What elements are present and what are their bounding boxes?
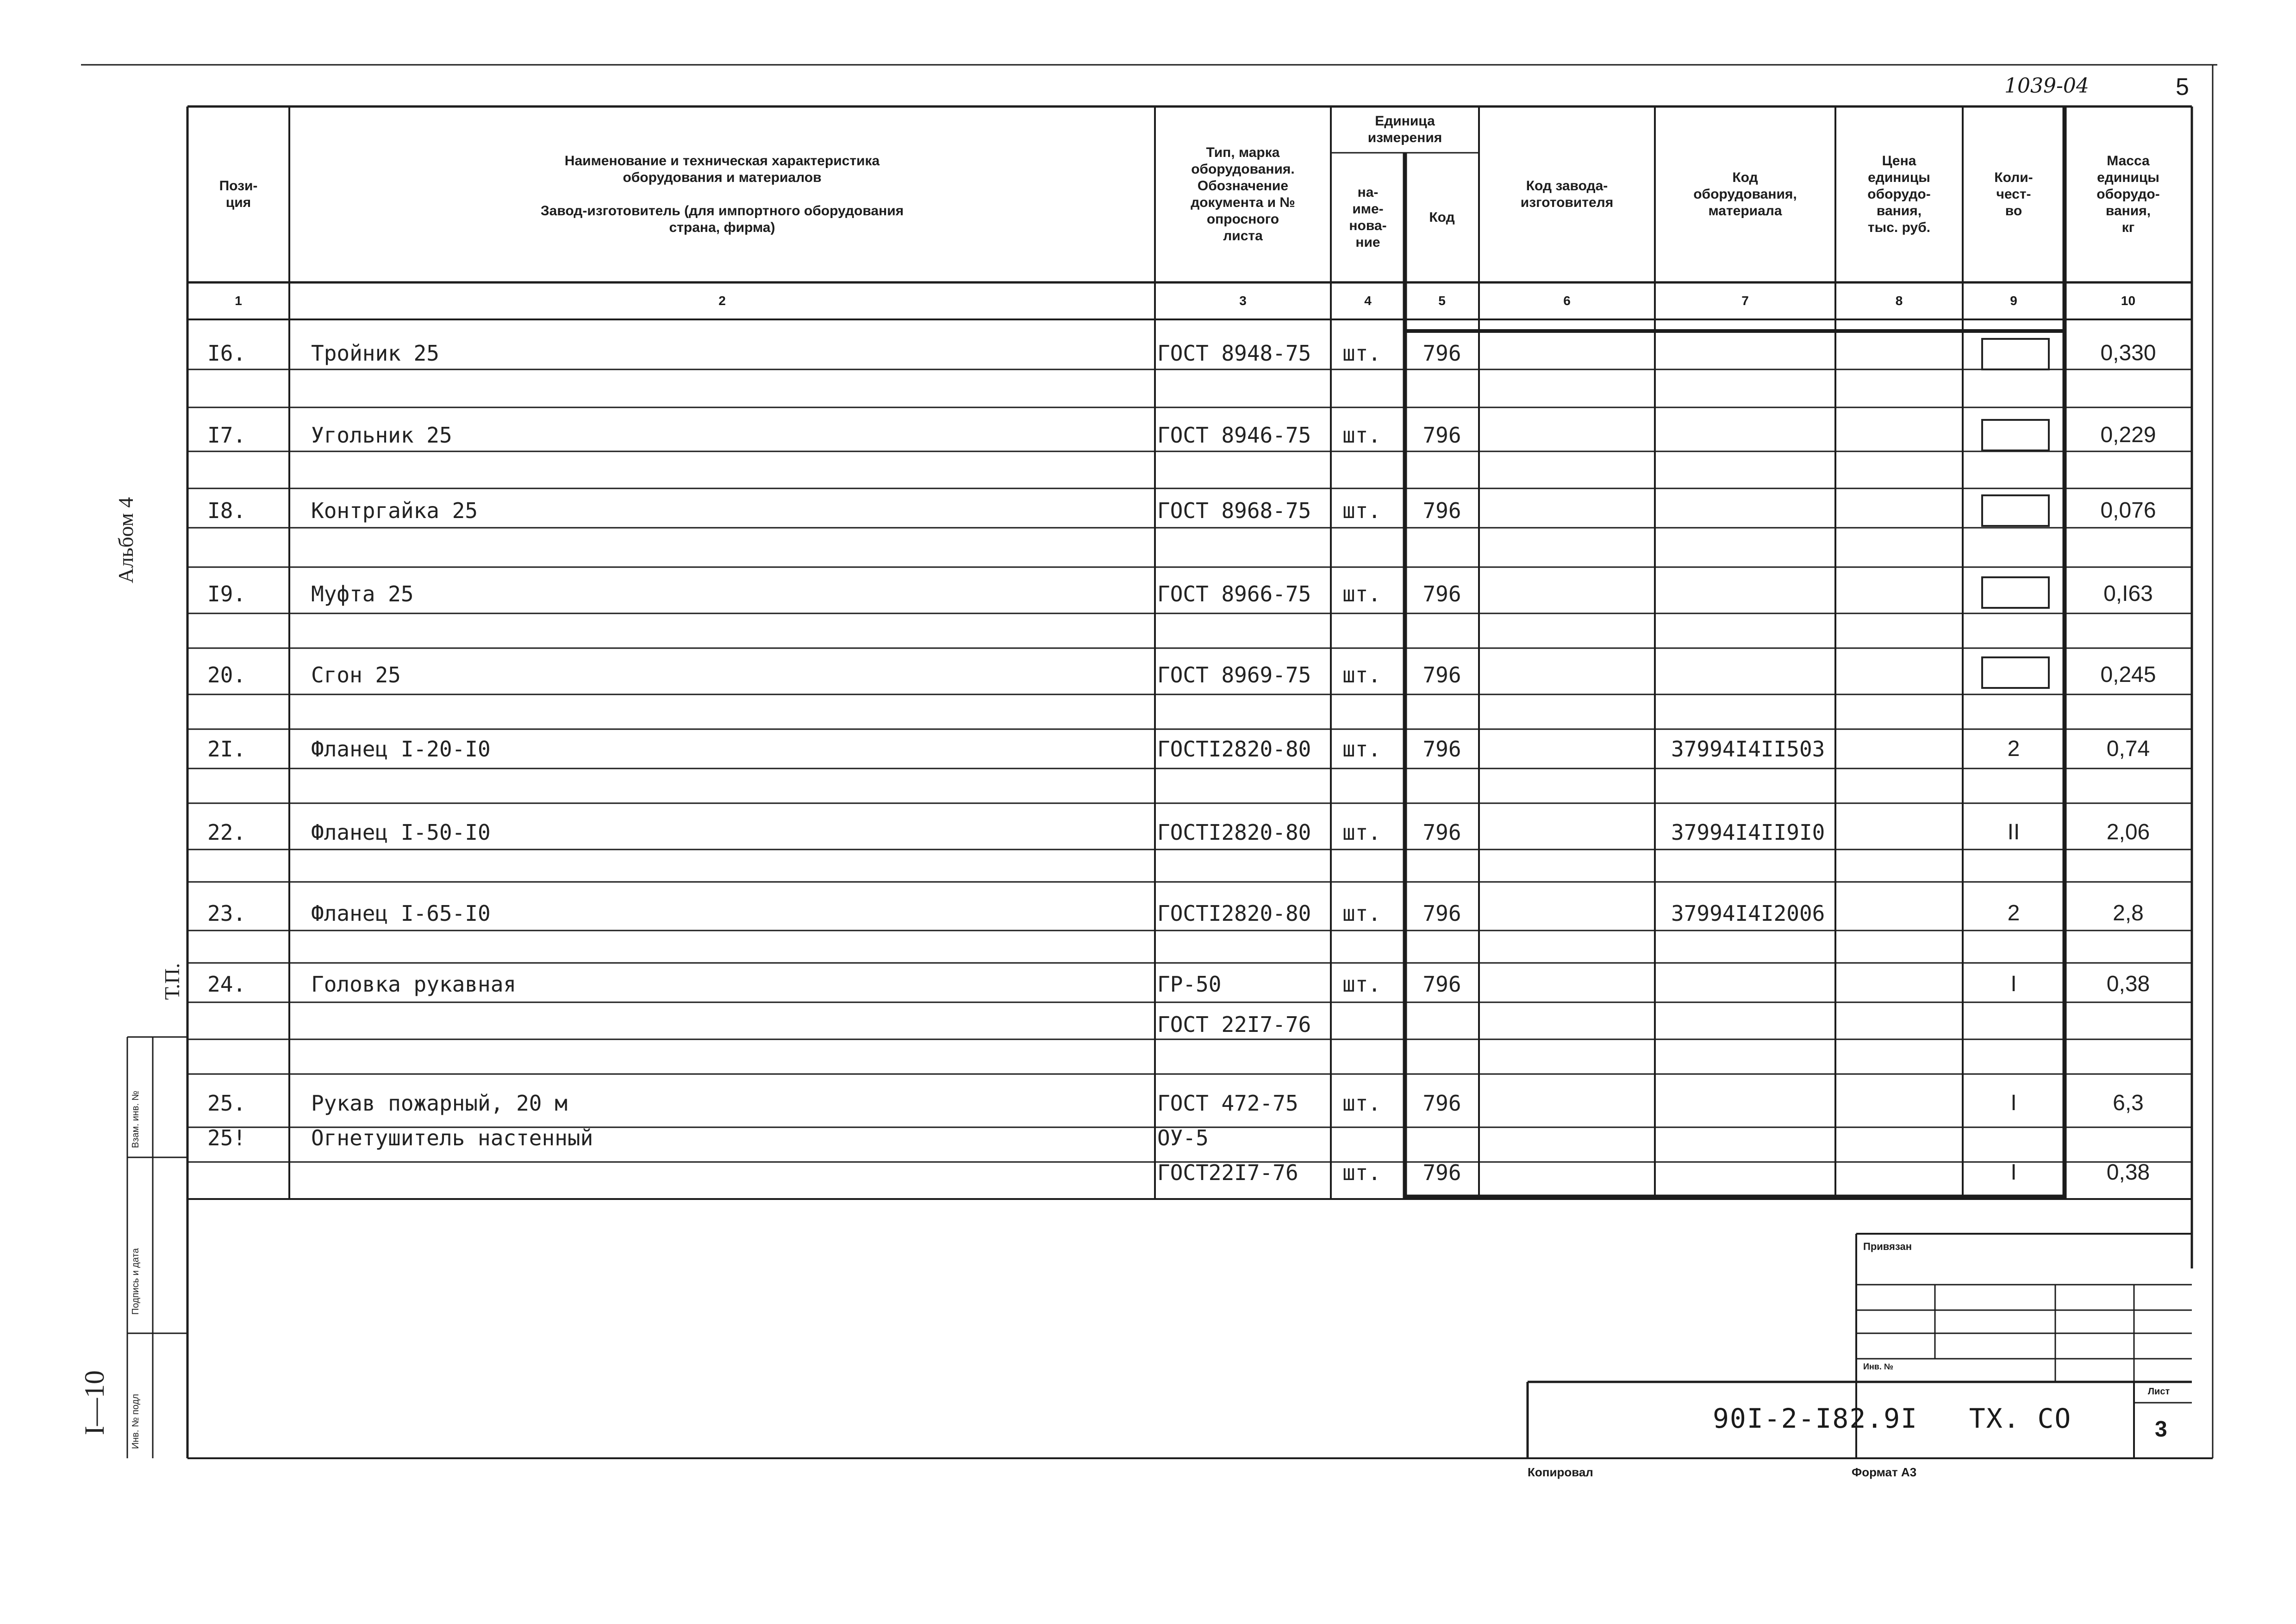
- row-unit: шт.: [1342, 901, 1381, 926]
- column-number: 8: [1895, 294, 1903, 308]
- stamp-inv-repl: Взам. инв. №: [131, 1091, 141, 1148]
- row-mass: 0,229: [2100, 423, 2156, 447]
- column-number: 3: [1239, 294, 1247, 308]
- row-name: Огнетушитель настенный: [311, 1125, 593, 1150]
- sheet-label: Лист: [2148, 1387, 2170, 1397]
- inv-number-label: Инв. №: [1863, 1362, 1893, 1371]
- row-position: I6.: [207, 341, 246, 366]
- album-label: Альбом 4: [114, 497, 137, 583]
- column-number: 10: [2121, 294, 2136, 308]
- row-quantity: 2: [2007, 737, 2020, 761]
- row-type: ГОСТI2820-80: [1157, 820, 1311, 845]
- header-price: Цена единицы оборудо- вания, тыс. руб.: [1867, 153, 1931, 235]
- quantity-box: [1981, 338, 2050, 370]
- archive-number: 1039-04: [2004, 74, 2089, 98]
- row-name: Фланец I-20-I0: [311, 737, 491, 762]
- row-code: 796: [1423, 901, 1461, 926]
- row-type: ГОСТ 8946-75: [1157, 423, 1311, 448]
- row-type: ГОСТI2820-80: [1157, 737, 1311, 762]
- row-quantity: 2: [2007, 901, 2020, 925]
- header-name: Наименование и техническая характеристика оборудования и материалов Завод-изготовитель (для импортного оборудования страна, фирма): [540, 153, 904, 235]
- row-code: 796: [1423, 1160, 1461, 1185]
- row-code: 796: [1423, 423, 1461, 448]
- column-number: 9: [2010, 294, 2017, 308]
- row-type: ГОСТI2820-80: [1157, 901, 1311, 926]
- row-type: ОУ-5: [1157, 1125, 1209, 1150]
- row-equip-code: 37994I4II503: [1671, 737, 1825, 762]
- row-type: ГОСТ 8969-75: [1157, 662, 1311, 687]
- row-position: 22.: [207, 820, 246, 845]
- header-unit-group: Единица измерения: [1367, 113, 1442, 145]
- row-unit: шт.: [1342, 498, 1381, 523]
- row-unit: шт.: [1342, 341, 1381, 366]
- row-mass: 0,245: [2100, 662, 2156, 687]
- quantity-box: [1981, 576, 2050, 609]
- row-code: 796: [1423, 972, 1461, 997]
- header-maker-code: Код завода- изготовителя: [1520, 178, 1614, 210]
- row-quantity: II: [2007, 820, 2020, 844]
- row-position: I8.: [207, 498, 246, 523]
- row-position: 20.: [207, 662, 246, 687]
- copied-label: Копировал: [1528, 1465, 1593, 1479]
- row-type: ГОСТ 472-75: [1157, 1091, 1298, 1116]
- row-position: 24.: [207, 972, 246, 997]
- index-label: I—10: [79, 1370, 110, 1435]
- row-position: 23.: [207, 901, 246, 926]
- row-name: Головка рукавная: [311, 972, 517, 997]
- row-position: 25!: [207, 1125, 246, 1150]
- row-type: ГОСТ 8948-75: [1157, 341, 1311, 366]
- row-position: I7.: [207, 423, 246, 448]
- document-number: 90I-2-I82.9I ТХ. СО: [1713, 1403, 2072, 1434]
- header-quantity: Коли- чест- во: [1994, 170, 2033, 219]
- bound-label: Привязан: [1863, 1241, 1912, 1252]
- column-number: 6: [1563, 294, 1571, 308]
- header-unit-code: Код: [1429, 210, 1455, 225]
- column-number: 7: [1741, 294, 1749, 308]
- row-unit: шт.: [1342, 972, 1381, 997]
- page-number: 5: [2176, 74, 2189, 100]
- row-unit: шт.: [1342, 1160, 1381, 1185]
- row-type-2: ГОСТ22I7-76: [1157, 1160, 1298, 1185]
- stamp-sign-date: Подпись и дата: [131, 1248, 141, 1315]
- row-equip-code: 37994I4II9I0: [1671, 820, 1825, 845]
- row-unit: шт.: [1342, 423, 1381, 448]
- header-mass: Масса единицы оборудо- вания, кг: [2096, 153, 2160, 235]
- row-position: I9.: [207, 581, 246, 606]
- quantity-box: [1981, 494, 2050, 527]
- row-mass: 0,74: [2106, 737, 2150, 761]
- row-position: 25.: [207, 1091, 246, 1116]
- tp-label: Т.П.: [160, 963, 184, 1000]
- column-number: 4: [1364, 294, 1372, 308]
- header-position: Пози- ция: [219, 178, 258, 210]
- row-mass: 6,3: [2113, 1091, 2144, 1115]
- row-code: 796: [1423, 1091, 1461, 1116]
- row-unit: шт.: [1342, 581, 1381, 606]
- row-code: 796: [1423, 581, 1461, 606]
- column-number: 5: [1438, 294, 1446, 308]
- row-quantity: I: [2010, 1091, 2017, 1115]
- row-equip-code: 37994I4I2006: [1671, 901, 1825, 926]
- row-name: Контргайка 25: [311, 498, 478, 523]
- row-unit: шт.: [1342, 820, 1381, 845]
- row-position: 2I.: [207, 737, 246, 762]
- format-label: Формат А3: [1852, 1465, 1917, 1479]
- row-type: ГР-50: [1157, 972, 1222, 997]
- row-name: Фланец I-65-I0: [311, 901, 491, 926]
- row-mass: 2,06: [2106, 820, 2150, 844]
- row-name: Тройник 25: [311, 341, 439, 366]
- row-name: Муфта 25: [311, 581, 414, 606]
- sheet-number: 3: [2155, 1417, 2167, 1442]
- row-type-2: ГОСТ 22I7-76: [1157, 1012, 1311, 1037]
- header-type: Тип, марка оборудования. Обозначение документа и № опросного листа: [1191, 145, 1295, 244]
- row-mass: 0,076: [2100, 498, 2156, 523]
- quantity-box: [1981, 419, 2050, 451]
- row-name: Фланец I-50-I0: [311, 820, 491, 845]
- header-unit-name: на- име- нова- ние: [1349, 185, 1387, 250]
- row-code: 796: [1423, 662, 1461, 687]
- row-mass: 0,38: [2106, 1160, 2150, 1185]
- row-unit: шт.: [1342, 662, 1381, 687]
- row-type: ГОСТ 8968-75: [1157, 498, 1311, 523]
- stamp-inv-orig: Инв. № подл: [131, 1393, 141, 1449]
- row-unit: шт.: [1342, 737, 1381, 762]
- row-type: ГОСТ 8966-75: [1157, 581, 1311, 606]
- row-code: 796: [1423, 737, 1461, 762]
- row-code: 796: [1423, 820, 1461, 845]
- column-number: 1: [235, 294, 242, 308]
- row-mass: 0,330: [2100, 341, 2156, 365]
- row-name: Угольник 25: [311, 423, 452, 448]
- column-number: 2: [718, 294, 726, 308]
- row-quantity: I: [2010, 1160, 2017, 1185]
- row-code: 796: [1423, 498, 1461, 523]
- quantity-box: [1981, 656, 2050, 689]
- row-mass: 0,38: [2106, 972, 2150, 996]
- row-name: Рукав пожарный, 20 м: [311, 1091, 568, 1116]
- row-unit: шт.: [1342, 1091, 1381, 1116]
- row-mass: 0,I63: [2103, 581, 2153, 606]
- row-code: 796: [1423, 341, 1461, 366]
- header-equip-code: Код оборудования, материала: [1693, 170, 1797, 219]
- row-quantity: I: [2010, 972, 2017, 996]
- row-mass: 2,8: [2113, 901, 2144, 925]
- row-name: Сгон 25: [311, 662, 401, 687]
